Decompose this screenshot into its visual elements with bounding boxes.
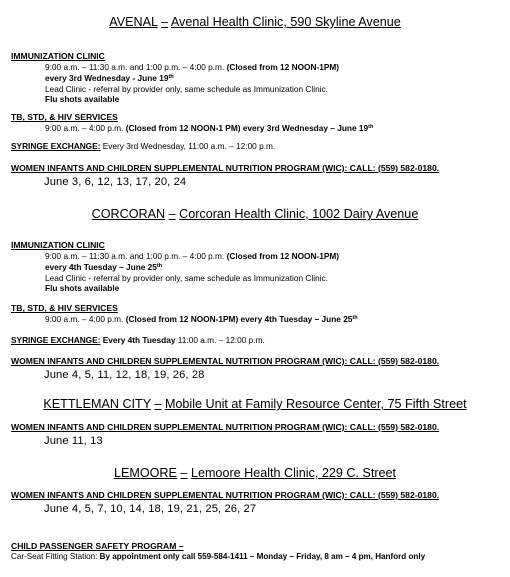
avenal-lead-clinic: Lead Clinic - referral by provider only, same schedule as Immunization Clinic.: [45, 84, 328, 94]
corcoran-tb-line: [45, 314, 358, 324]
avenal-tb-hours: 9:00 a.m. – 4:00 p.m.: [45, 123, 124, 133]
avenal-immunization-hours: 9:00 a.m. – 11:30 a.m. and 1:00 p.m. – 4:00 p.m.: [45, 62, 225, 72]
car-seat-details: By appointment only call 559-584-1411 – Monday – Friday, 8 am – 4 pm, Hanford only: [99, 552, 426, 561]
corcoran-dash: –: [168, 207, 176, 221]
corcoran-syringe-label: SYRINGE EXCHANGE:: [11, 335, 101, 345]
corcoran-syringe-line: [11, 335, 265, 345]
lemoore-venue: Lemoore Health Clinic, 229 C. Street: [190, 466, 397, 480]
corcoran-tb-details: (Closed from 12 NOON-1PM) every 4th Tuesday – June 25: [125, 314, 353, 324]
lemoore-wic-heading: WOMEN INFANTS AND CHILDREN SUPPLEMENTAL NUTRITION PROGRAM (WIC): CALL: (559) 582-0180.: [11, 490, 440, 500]
corcoran-immunization-heading: IMMUNIZATION CLINIC: [11, 240, 105, 250]
avenal-immunization-schedule-text: every 3rd Wednesday - June 19: [45, 73, 169, 83]
corcoran-immunization-schedule-sup: th: [156, 263, 163, 269]
avenal-city: AVENAL: [109, 15, 158, 29]
avenal-dash: –: [161, 15, 169, 29]
corcoran-tb-heading: TB, STD, & HIV SERVICES: [11, 303, 118, 313]
corcoran-syringe-details: Every 4th Tuesday: [102, 335, 176, 345]
corcoran-immunization-hours-line: [45, 251, 339, 261]
corcoran-lead-clinic: Lead Clinic - referral by provider only, same schedule as Immunization Clinic.: [45, 273, 328, 283]
lemoore-city: LEMOORE: [113, 466, 177, 480]
corcoran-wic-heading: WOMEN INFANTS AND CHILDREN SUPPLEMENTAL NUTRITION PROGRAM (WIC): CALL: (559) 582-0180.: [11, 356, 440, 366]
kettleman-venue: Mobile Unit at Family Resource Center, 75 Fifth Street: [164, 397, 467, 411]
car-seat-label: Car-Seat Fitting Station:: [11, 552, 98, 561]
avenal-wic-dates: June 3, 6, 12, 13, 17, 20, 24: [44, 176, 187, 188]
avenal-wic-heading: WOMEN INFANTS AND CHILDREN SUPPLEMENTAL NUTRITION PROGRAM (WIC): CALL: (559) 582-0180.: [11, 163, 440, 173]
avenal-immunization-hours-line: [45, 62, 339, 72]
lemoore-wic-dates: June 4, 5, 7, 10, 14, 18, 19, 21, 25, 26, 27: [44, 503, 257, 515]
corcoran-wic-dates: June 4, 5, 11, 12, 18, 19, 26, 28: [44, 369, 205, 381]
avenal-location-heading: [0, 15, 510, 29]
avenal-flu-shots: Flu shots available: [45, 94, 120, 104]
avenal-syringe-line: [11, 141, 275, 151]
avenal-tb-line: [45, 123, 373, 133]
avenal-immunization-heading: IMMUNIZATION CLINIC: [11, 51, 105, 61]
corcoran-immunization-closed: (Closed from 12 NOON-1PM): [226, 251, 340, 261]
kettleman-city: KETTLEMAN CITY: [43, 397, 151, 411]
car-seat-line: [11, 552, 425, 561]
kettleman-location-heading: [0, 397, 510, 411]
avenal-tb-details-sup: th: [368, 124, 374, 130]
corcoran-location-heading: [0, 207, 510, 221]
avenal-syringe-details: Every 3rd Wednesday, 11:00 a.m. – 12:00 p.m.: [102, 141, 276, 151]
corcoran-flu-shots: Flu shots available: [45, 283, 120, 293]
avenal-tb-heading: TB, STD, & HIV SERVICES: [11, 112, 118, 122]
car-seat-heading: CHILD PASSENGER SAFETY PROGRAM –: [11, 541, 184, 551]
corcoran-immunization-schedule: [45, 262, 162, 272]
corcoran-immunization-schedule-text: every 4th Tuesday – June 25: [45, 262, 157, 272]
corcoran-venue: Corcoran Health Clinic, 1002 Dairy Avenue: [179, 207, 419, 221]
corcoran-immunization-hours: 9:00 a.m. – 11:30 a.m. and 1:00 p.m. – 4:00 p.m.: [45, 251, 225, 261]
avenal-syringe-label: SYRINGE EXCHANGE:: [11, 141, 101, 151]
avenal-immunization-schedule-sup: th: [168, 74, 174, 80]
lemoore-dash: –: [180, 466, 188, 480]
kettleman-wic-dates: June 11, 13: [44, 435, 103, 447]
avenal-venue: Avenal Health Clinic, 590 Skyline Avenue: [170, 15, 401, 29]
kettleman-dash: –: [154, 397, 162, 411]
avenal-immunization-closed: (Closed from 12 NOON-1PM): [226, 62, 340, 72]
corcoran-syringe-time: 11:00 a.m. – 12:00 p.m.: [177, 335, 265, 345]
corcoran-tb-details-sup: th: [352, 315, 358, 321]
kettleman-wic-heading: WOMEN INFANTS AND CHILDREN SUPPLEMENTAL NUTRITION PROGRAM (WIC): CALL: (559) 582-0180.: [11, 422, 440, 432]
avenal-tb-details: (Closed from 12 NOON-1 PM) every 3rd Wednesday – June 19: [125, 123, 369, 133]
lemoore-location-heading: [0, 466, 510, 480]
corcoran-tb-hours: 9:00 a.m. – 4:00 p.m.: [45, 314, 124, 324]
avenal-immunization-schedule: [45, 73, 174, 83]
corcoran-city: CORCORAN: [91, 207, 166, 221]
